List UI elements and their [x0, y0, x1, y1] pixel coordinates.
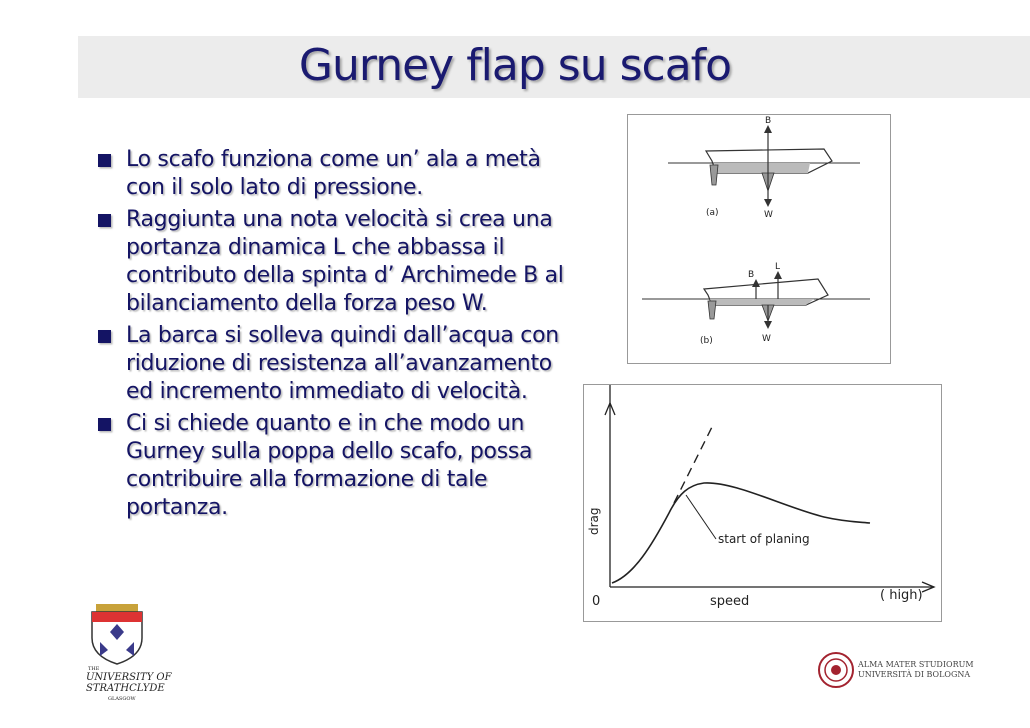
label-b: (b) [700, 336, 713, 346]
bullet-square-icon [98, 154, 111, 167]
x-axis-label: speed [710, 594, 750, 609]
crest-chief [92, 612, 142, 622]
submerged-hull-b [710, 299, 814, 305]
logo-line1: THE [88, 666, 100, 672]
boat-force-diagram [628, 115, 890, 363]
y-axis-label: drag [587, 507, 601, 535]
bullet-square-icon [98, 418, 111, 431]
bullet-item [96, 410, 576, 522]
boat-force-figure [627, 114, 891, 364]
bologna-logo [818, 650, 974, 690]
bullet-text: Raggiunta una nota velocità si crea una portanza dinamica L che abbassa il contributo della spinta d’ Archimede B al bilanciamento della forza peso W. [126, 207, 564, 316]
arrow-up-icon [764, 125, 772, 133]
arrow-up-icon [752, 279, 760, 287]
high-label: ( high) [880, 588, 923, 603]
bologna-seal-icon [818, 650, 974, 690]
bullet-list [96, 146, 576, 526]
bullet-text: Ci si chiede quanto e in che modo un Gurney sulla poppa dello scafo, possa contribuire alla formazione di tale portanza. [126, 411, 533, 520]
logo-bologna-line2: UNIVERSITÀ DI BOLOGNA [858, 670, 971, 679]
submerged-hull-a [714, 163, 810, 173]
logo-line4: GLASGOW [108, 696, 136, 702]
arrow-down-icon [764, 199, 772, 207]
bullet-text: Lo scafo funziona come un’ ala a metà con il solo lato di pressione. [126, 147, 541, 200]
rudder-b [708, 301, 716, 319]
arrow-up-icon [774, 271, 782, 279]
bullet-text: La barca si solleva quindi dall’acqua con riduzione di resistenza all’avanzamento ed incremento immediato di velocità. [126, 323, 559, 404]
extrapolated-dashed-line [674, 427, 712, 503]
annotation-label: start of planing [718, 532, 810, 546]
label-a: (a) [706, 208, 719, 218]
drag-speed-figure [583, 384, 942, 622]
logo-bologna-line1: ALMA MATER STUDIORUM [858, 660, 974, 669]
bullet-square-icon [98, 330, 111, 343]
origin-label: 0 [592, 594, 601, 609]
bullet-square-icon [98, 214, 111, 227]
drag-speed-plot [584, 385, 941, 621]
strathclyde-crest-icon [84, 604, 172, 708]
bullet-item [96, 146, 576, 202]
slide-title: Gurney flap su scafo [298, 40, 732, 91]
force-b-label-b: B [748, 270, 755, 280]
force-l-label-b: L [775, 262, 781, 272]
arrow-down-icon [764, 321, 772, 329]
force-w-label-b: W [762, 334, 771, 344]
force-w-label-a: W [764, 210, 773, 220]
strathclyde-logo [84, 604, 172, 708]
logo-line2: UNIVERSITY OF [86, 672, 172, 683]
bullet-item [96, 206, 576, 318]
seal-center [831, 665, 841, 675]
annotation-leader [686, 495, 716, 539]
logo-line3: STRATHCLYDE [86, 683, 165, 694]
crest-top [96, 604, 138, 612]
bullet-item [96, 322, 576, 406]
force-b-label-a: B [765, 116, 772, 126]
rudder-a [710, 165, 718, 185]
